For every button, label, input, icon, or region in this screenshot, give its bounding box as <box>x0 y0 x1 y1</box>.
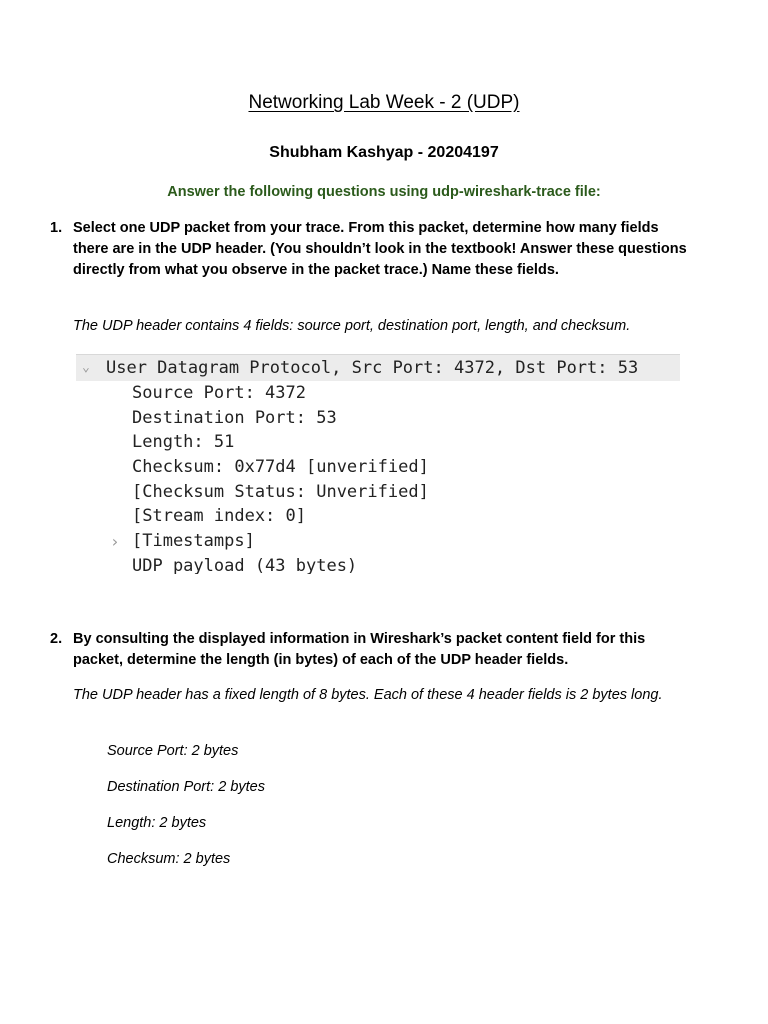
tree-line-destination-port: Destination Port: 53 <box>132 408 337 428</box>
chevron-right-icon: › <box>110 532 120 551</box>
packet-details-panel <box>76 354 680 574</box>
question-1-text: Select one UDP packet from your trace. From this packet, determine how many fields there are in the UDP header. (You shouldn’t look in the textbook! Answer these questions directly from what you observe in the packet trace.) Name these fields. <box>73 220 687 278</box>
field-length-length: Length: 2 bytes <box>107 815 207 831</box>
field-length-destination-port: Destination Port: 2 bytes <box>107 779 265 795</box>
question-2-text: By consulting the displayed information in Wireshark’s packet content field for this packet, determine the length (in bytes) of each of the UDP header fields. <box>73 631 646 668</box>
tree-line-checksum-status: [Checksum Status: Unverified] <box>132 482 429 502</box>
question-2 <box>50 629 690 671</box>
document-title: Networking Lab Week - 2 (UDP) <box>248 92 520 113</box>
tree-line-source-port: Source Port: 4372 <box>132 383 306 403</box>
tree-line-udp-payload: UDP payload (43 bytes) <box>132 556 358 574</box>
answer-1: The UDP header contains 4 fields: source port, destination port, length, and checksum. <box>73 318 631 334</box>
question-1 <box>50 218 690 281</box>
chevron-down-icon: ⌄ <box>82 360 90 375</box>
field-length-checksum: Checksum: 2 bytes <box>107 851 231 867</box>
field-length-source-port: Source Port: 2 bytes <box>107 743 239 759</box>
author-line: Shubham Kashyap - 20204197 <box>269 144 499 161</box>
tree-line-timestamps: [Timestamps] <box>132 531 255 551</box>
instruction-line: Answer the following questions using udp-wireshark-trace file: <box>167 184 601 200</box>
tree-line-length: Length: 51 <box>132 432 235 452</box>
tree-line-checksum: Checksum: 0x77d4 [unverified] <box>132 457 429 477</box>
answer-2: The UDP header has a fixed length of 8 bytes. Each of these 4 header fields is 2 bytes long. <box>73 687 663 703</box>
tree-line-stream-index: [Stream index: 0] <box>132 506 306 526</box>
question-1-number: 1. <box>50 220 63 236</box>
question-2-number: 2. <box>50 631 63 647</box>
udp-tree-header: User Datagram Protocol, Src Port: 4372, Dst Port: 53 <box>106 358 639 378</box>
